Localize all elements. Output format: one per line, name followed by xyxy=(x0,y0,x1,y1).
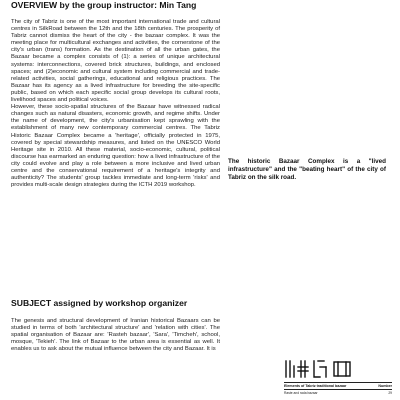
pull-quote: The historic Bazaar Complex is a "lived infrastructure" and the "beating heart" of the city of Tabriz on the silk road. xyxy=(228,158,386,181)
overview-paragraph-2: However, these socio-spatial structures of the Bazaar have witnessed radical changes such as natural disasters, economic growth, and regime shifts. Under the name of development, the city's urbanisation kept sprawling with the establishment of many new contemporary commercial centres. The Tabriz Historic Bazaar Complex became a 'heritage', officially protected in 1975, covered by special stewardship measures, and listed on the UNESCO World Heritage site in 2010. All these material, socio-economic, cultural, political discourse has earmarked an enduring question: how a lived infrastructure of the city could evolve and play a role between a more inclusive and lived urban centre and the conservational requirement of a heritage's integrity and authenticity? The students' group tackles immediate and long-term 'risks' and provides multi-scale design strategies during the ICTH 2019 workshop. xyxy=(11,104,220,189)
table-title: Elements of Tabriz traditional bazaar xyxy=(284,384,347,388)
table-row-label: Raste and rada bazaar xyxy=(284,391,318,395)
subject-paragraph-1: The genesis and structural development of Iranian historical Bazaars can be studied in terms of both 'architectural structure' and 'relation with cities'. The spatial organisation of Bazaar are: 'Rasteh bazaar', 'Sara', 'Timcheh', school, mosque, 'Tekieh'. The link of Bazaar to the urban area is essential as well. It enables us to ask about the mutual influence between the city and Bazaar. It is xyxy=(11,318,220,353)
overview-paragraph-1: The city of Tabriz is one of the most important international trade and cultural centres in SilkRoad between the 12th and the 18th centuries. The prosperity of Tabriz cannot dismiss the heart of the city - the bazaar complex. It was the meeting place for multicultural exchanges and activities, the cornerstone of the city's urban (trans) formation. As the destination of all the urban gates, the Bazaar became a complex consists of (1): a series of unique architectural systems: interconnections, covered brick structures, buildings, and enclosed spaces; and (2)economic and cultural system including commercial and trade-related activities, social gatherings, educational and religious practices. The Bazaar has its agency as a lived infrastructure for breeding the site-specific public, based on which each specific social group develops its cultural roots, livelihood spaces and political voices. xyxy=(11,19,220,104)
crossing-glyph xyxy=(298,361,308,377)
subject-heading: SUBJECT assigned by workshop organizer xyxy=(11,298,188,308)
raste-glyph xyxy=(286,361,294,377)
bazaar-element-glyphs xyxy=(284,358,392,380)
bazaar-elements-figure xyxy=(284,358,392,395)
sara-glyph xyxy=(334,362,350,376)
table-row-value: 29 xyxy=(388,391,392,395)
table-number-header: Number xyxy=(378,384,392,388)
subject-body xyxy=(11,318,220,353)
table-row xyxy=(284,390,392,395)
overview-body xyxy=(11,19,220,189)
table-header xyxy=(284,382,392,390)
timcheh-glyph xyxy=(314,361,326,377)
overview-heading: OVERVIEW by the group instructor: Min Tang xyxy=(11,0,197,10)
